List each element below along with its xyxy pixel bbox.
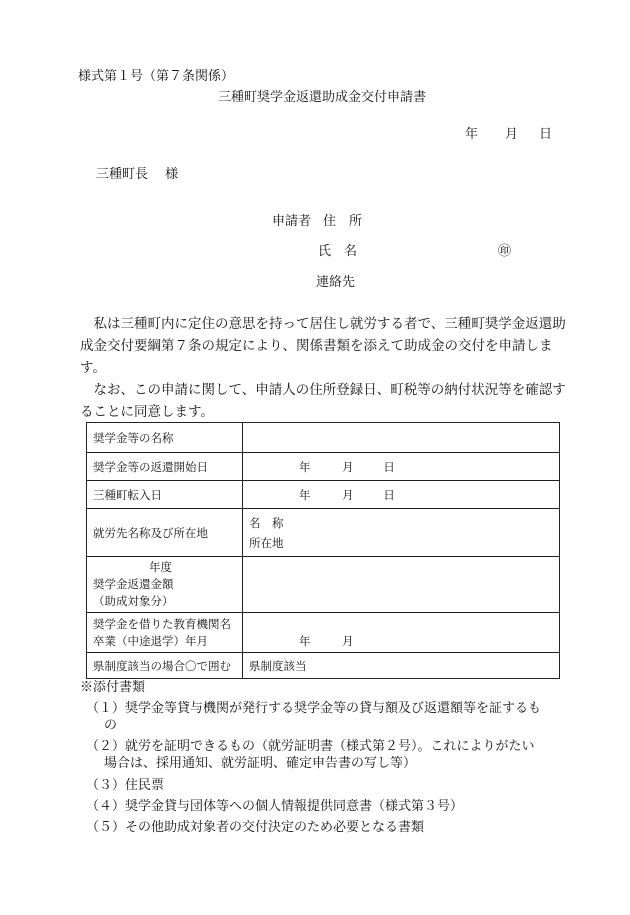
move-in-date-label: 三種町転入日 (87, 481, 243, 509)
year-label: 年 (299, 487, 311, 502)
attachments-heading: ※添付書類 (80, 680, 146, 695)
table-row (87, 423, 560, 453)
contact-label: 連絡先 (316, 275, 356, 290)
item-text: その他助成対象者の交付決定のため必要となる書類 (125, 820, 425, 835)
fiscal-year-label: 年度 (149, 560, 172, 574)
document-title: 三種町奨学金返還助成金交付申請書 (218, 90, 427, 105)
date-day-label: 日 (539, 127, 553, 142)
item-number: （３） (86, 778, 126, 793)
date-year-label: 年 (465, 127, 479, 142)
repayment-amount-label (87, 557, 243, 613)
item-text: 奨学金等貸与機関が発行する奨学金等の貸与額及び返還額等を証するも (125, 701, 542, 716)
workplace-field (243, 509, 560, 557)
item-number: （５） (86, 820, 126, 835)
item-number: （１） (86, 701, 126, 716)
addressee: 三種町長 様 (96, 167, 179, 182)
item-text: 奨学金貸与団体等への個人情報提供同意書（様式第３号） (125, 799, 464, 814)
list-item (86, 777, 164, 795)
scholarship-name-label: 奨学金等の名称 (87, 423, 243, 453)
seal-mark: ㊞ (498, 244, 512, 259)
year-label: 年 (299, 459, 311, 474)
table-row (87, 557, 560, 613)
table-row (87, 481, 560, 509)
year-label: 年 (299, 634, 311, 648)
list-item (86, 738, 535, 756)
repayment-start-label: 奨学金等の返還開始日 (87, 453, 243, 481)
repayment-amount-text: 奨学金返還金額 (93, 577, 174, 591)
item-text: 就労を証明できるもの（就労証明書（様式第２号）。これによりがたい (125, 739, 535, 754)
list-item (86, 819, 424, 837)
date-month-label: 月 (505, 127, 519, 142)
subsidy-target-text: （助成対象分） (93, 594, 174, 608)
table-row (87, 613, 560, 653)
table-row (87, 653, 560, 679)
list-item-continuation: 場合は、採用通知、就労証明、確定申告書の写し等） (104, 756, 417, 771)
application-table (86, 422, 560, 679)
scholarship-name-field (243, 423, 560, 453)
institution-field (243, 613, 560, 653)
name-label: 氏 名 (318, 244, 358, 259)
repayment-start-field (243, 453, 560, 481)
prefecture-scheme-label: 県制度該当の場合〇で囲む (87, 653, 243, 679)
list-item (86, 798, 463, 816)
workplace-label: 就労先名称及び所在地 (87, 509, 243, 557)
applicant-label: 申請者 (272, 214, 312, 229)
consent-statement: なお、この申請に関して、申請人の住所登録日、町税等の納付状況等を確認することに同意します。 (80, 382, 566, 420)
form-number: 様式第１号（第７条関係） (78, 69, 235, 84)
application-statement: 私は三種町内に定住の意思を持って居住し就労する者で、三種町奨学金返還助成金交付要綱第７条の規定により、関係書類を添えて助成金の交付を申請します。 (80, 316, 566, 376)
repayment-amount-field (243, 557, 560, 613)
list-item (86, 700, 541, 718)
move-in-date-field (243, 481, 560, 509)
month-label: 月 (342, 487, 354, 502)
prefecture-scheme-field: 県制度該当 (243, 653, 560, 679)
graduation-date-text: 卒業（中途退学）年月 (93, 633, 208, 648)
institution-name-text: 奨学金を借りた教育機関名 (93, 616, 231, 631)
day-label: 日 (383, 487, 395, 502)
institution-label (87, 613, 243, 653)
address-label: 住 所 (323, 214, 363, 229)
item-text: 住民票 (125, 778, 165, 793)
month-label: 月 (342, 459, 354, 474)
table-row (87, 509, 560, 557)
list-item-continuation: の (104, 718, 118, 733)
month-label: 月 (342, 634, 354, 648)
item-number: （２） (86, 739, 126, 754)
workplace-name-label: 名 称 (249, 515, 284, 530)
workplace-location-label: 所在地 (249, 535, 284, 550)
item-number: （４） (86, 799, 126, 814)
day-label: 日 (383, 459, 395, 474)
table-row (87, 453, 560, 481)
